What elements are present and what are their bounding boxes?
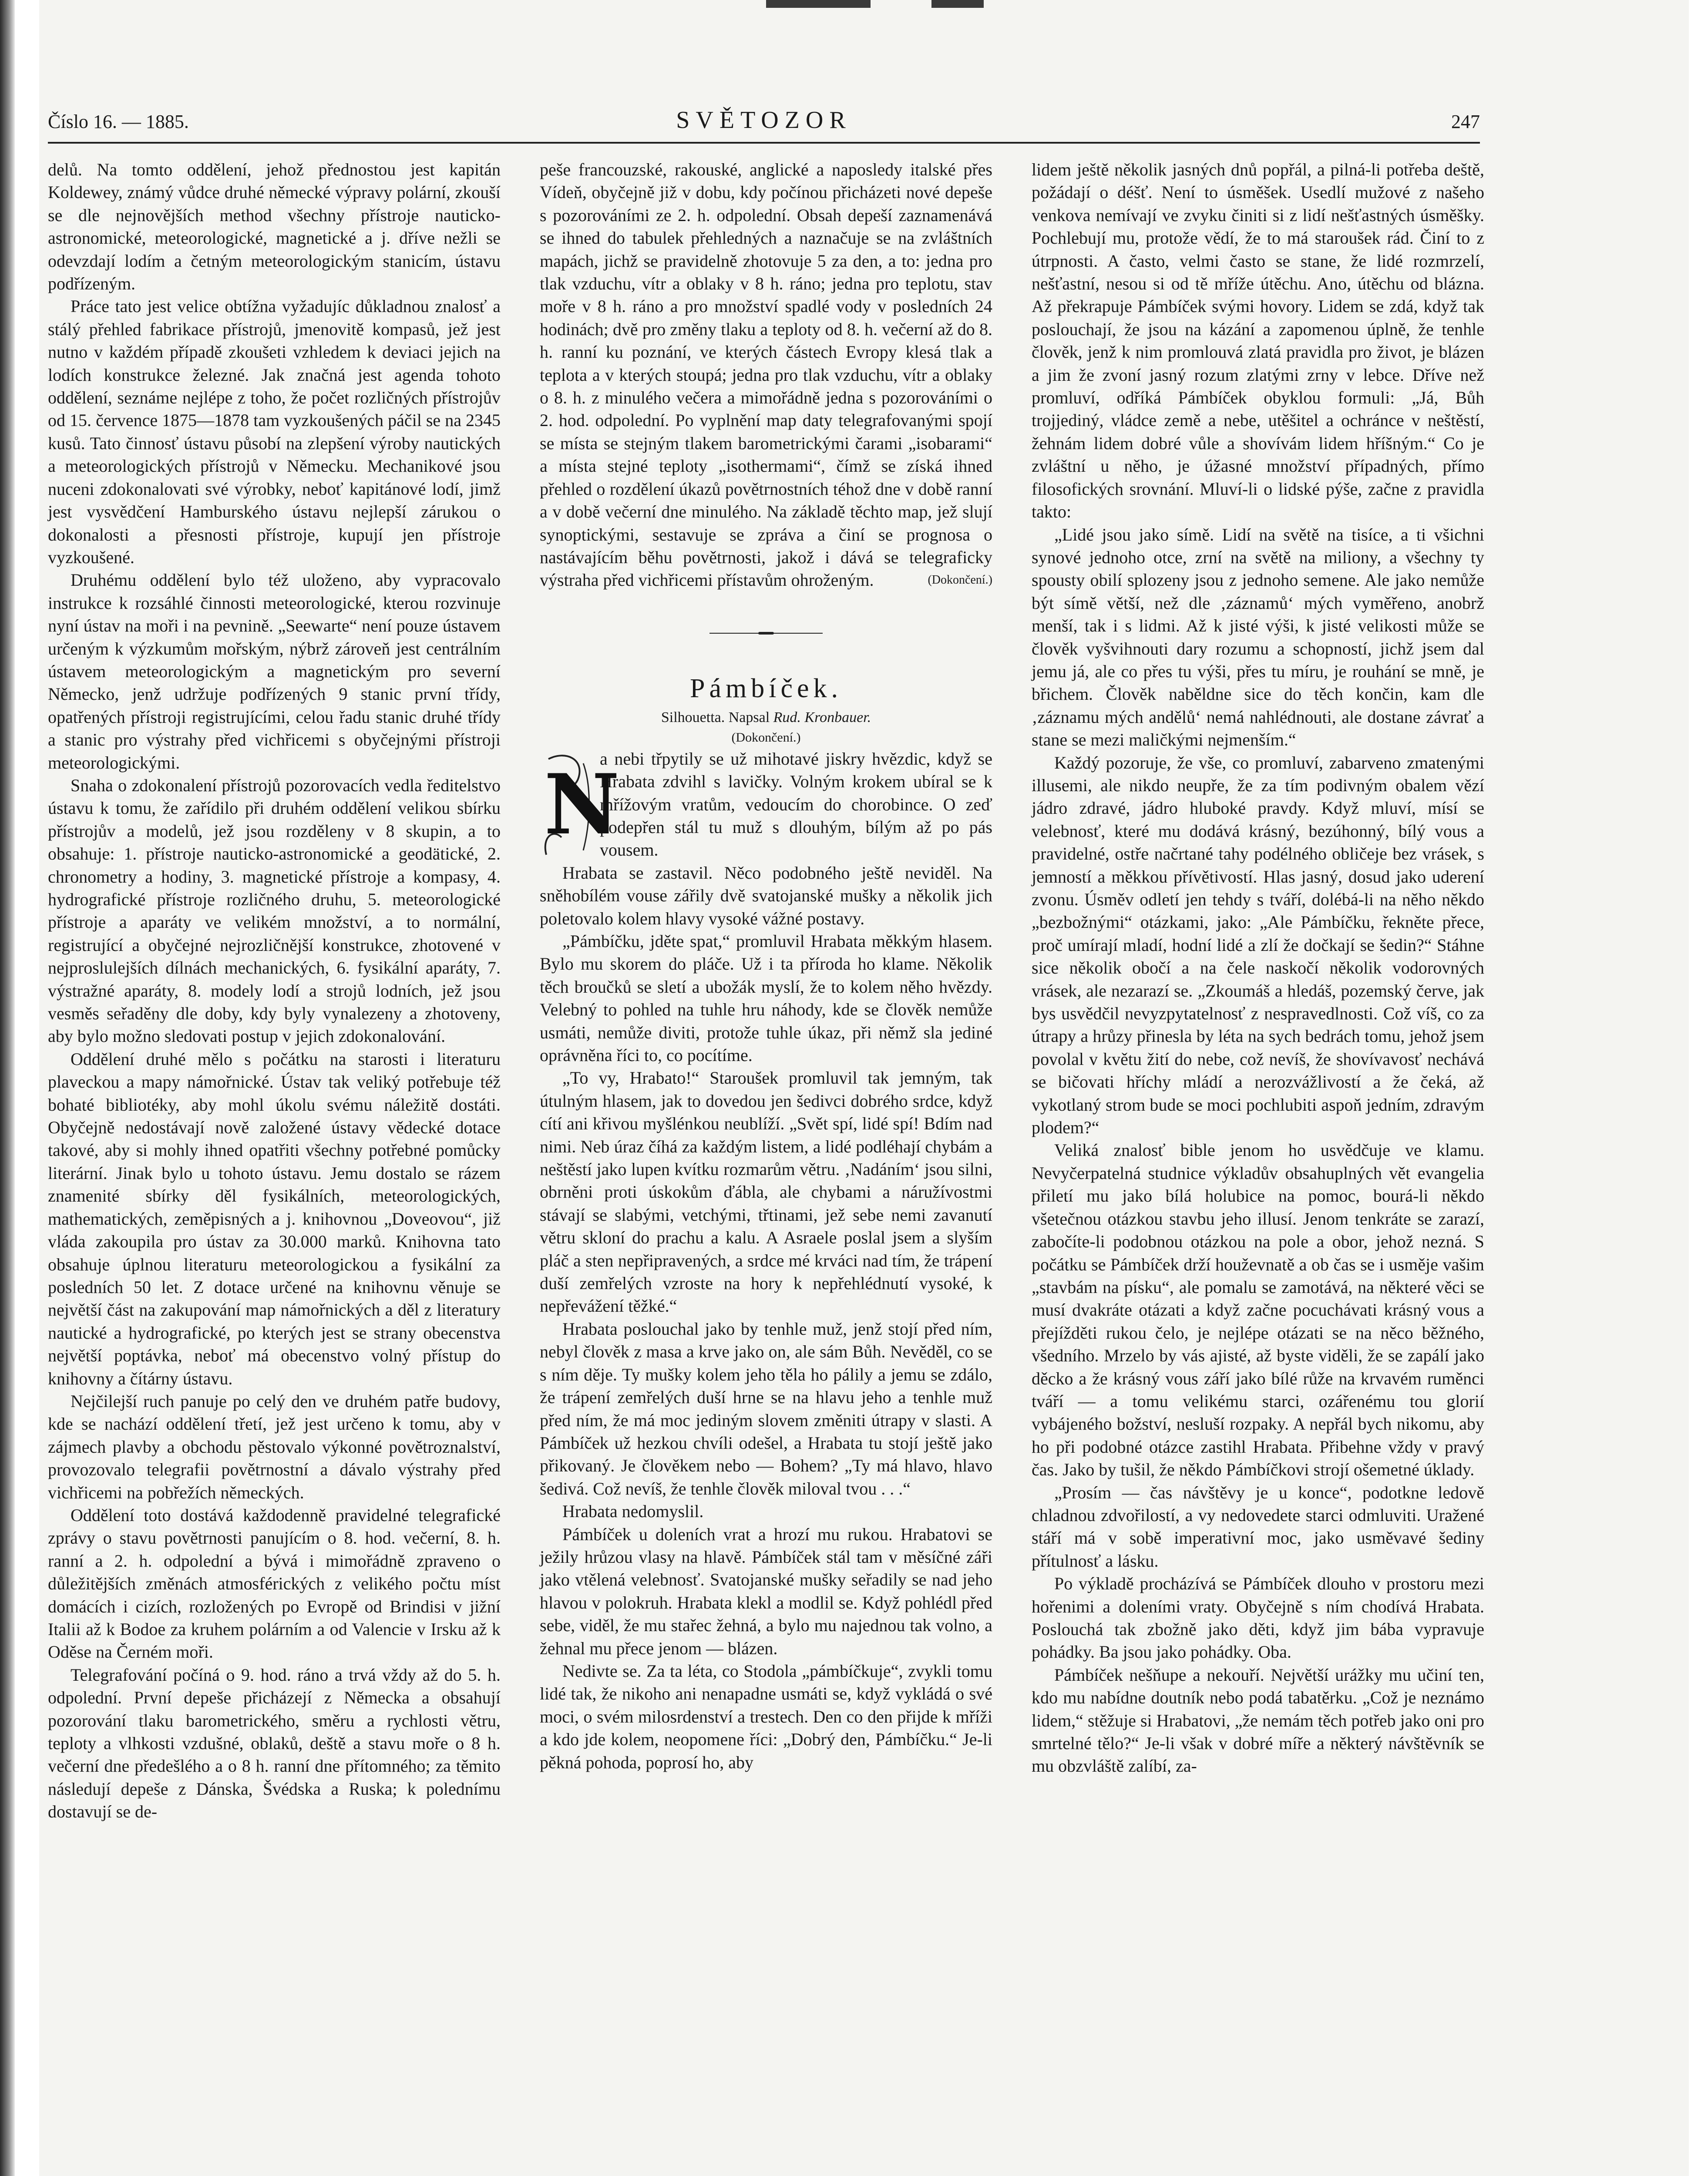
paragraph: Oddělení toto dostává každodenně pravidelné telegrafické zprávy o stavu povětrnosti panujícím o 8. hod. večerní, 8. h. ranní a 2. h. odpolední a bývá i mimořádně zpraveno o důležitějších změnách atmosférických z velikého počtu míst domácích i cizích, rozložených po Evropě od Brindisi v jižní Italii až k Bodoe za kruhem polárním a od Valencie v Irsku až k Oděse na Černém moři.: [48, 1505, 501, 1662]
paragraph: „Pámbíčku, jděte spat,“ promluvil Hrabata měkkým hlasem. Bylo mu skorem do pláče. Už i ta příroda ho klame. Několik těch broučků se sletí a ubožák myslí, že to kolem něho hvězdy. Velebný to pohled na tuhle hru náhody, kde se člověk nemůže usmáti, nemůže diviti, protože tuhle úkaz, při němž sla jediné oprávněna říci to, co pocítíme.: [540, 931, 992, 1065]
issue-label: Číslo 16. — 1885.: [48, 111, 189, 132]
story-author: Rud. Kronbauer.: [773, 709, 871, 725]
paragraph-text: peše francouzské, rakouské, anglické a naposledy italské přes Vídeň, obyčejně již v dobu, kdy počínou přicházeti nové depeše s pozorováními ze 2. h. odpolední. Obsah depeší zaznamenává se ihned do tabulek přehledných a naznačuje se na zvláštních mapách, jichž se pravidelně zhotovuje 5 za den, a to: jedna pro tlak vzduchu, vítr a oblaky v 8 h. ráno; jedna pro teplotu, stav moře v 8 h. ráno a pro množství spadlé vody v posledních 24 hodinách; dvě pro změny tlaku a teploty od 8. h. večerní až do 8. h. ranní ku poznání, ve kterých částech Evropy klesá tlak a teplota a v kterých stoupá; jedna pro tlak vzduchu, vítr a oblaky o 8. h. z minulého večera a mimořádně jedna s pozorováními o 2. hod. odpolední. Po vyplnění map daty telegrafovanými spojí se místa se stejným tlakem barometrickými čarami „isobarami“ a místa stejné teploty „isothermami“, čímž se získá ihned přehled o rozdělení úkazů povětrnostních téhož dne v době ranní a v době večerní dne minulého. Na základě těchto map, jež slují synoptickými, sestavuje se zpráva a činí se prognosa o nastávajícím běhu povětrnosti, jakož i dává se telegraficky výstraha před vichřicemi přístavům ohroženým.: [540, 160, 992, 590]
book-gutter-shadow: [0, 0, 15, 2176]
to-be-continued-note: (Dokončení.): [928, 573, 992, 587]
paragraph: Telegrafování počíná o 9. hod. ráno a trvá vždy až do 5. h. odpolední. První depeše přicházejí z Německa a obsahují pozorování tlaku barometrického, směru a rychlosti větru, teploty a vlhkosti vzdušné, oblaků, deště a stavu moře o 8 h. večerní dne předešlého a o 8 h. ranní dne přítomného; za těmito následují depeše z Dánska, Švédska a Ruska; k polednímu dostavují se de-: [48, 1665, 501, 1822]
paragraph: Práce tato jest velice obtížna vyžadujíc důkladnou znalosť a stálý přehled fabrikace přístrojů, jmenovitě kompasů, jež jest nutno v každém případě zkoušeti vzhledem k deviaci jejich na lodích konstrukce železné. Jak značná jest agenda tohoto oddělení, seznáme nejlépe z toho, že počet rozličných přístrojův od 15. července 1875—1878 tam vyzkoušených páčil se na 2345 kusů. Tato činnosť ústavu působí na zlepšení výroby nautických a meteorologických přístrojů v Německu. Mechanikové jsou nuceni zdokonalovati své výrobky, neboť kapitánové lodí, jimž jest vysvědčení Hamburského ústavu nejlepší zárukou o dokonalosti a přesnosti přístroje, kupují jen přístroje vyzkoušené.: [48, 296, 501, 567]
column-1: [48, 158, 501, 1823]
paragraph: „To vy, Hrabato!“ Staroušek promluvil tak jemným, tak útulným hlasem, jak to dovedou jen šedivci dobrého srdce, když cítí ani křivou myšlénkou neublíží. „Svět spí, lidé spí! Bdím nad nimi. Neb úraz číhá za každým listem, a lidé podléhají chybám a neštěstí jako lupen kvítku rozmarům větru. ‚Nadáním‘ jsou silni, obrněni proti úskokům ďábla, ale chybami a náružívostmi stávají se slabými, vetchými, třtinami, jež sebe nemi zavanutí větru skloní do prachu a kalu. A Asraele poslal jsem a slyším pláč a sten nepřipravených, a srdce mé krváci nad tím, že trápení duší zemřelých vzroste na hory k nepřehlédnutí vysoké, k nepřevážení těžké.“: [540, 1068, 992, 1316]
decorated-initial: [540, 750, 620, 859]
paragraph: Po výkladě procházívá se Pámbíček dlouho v prostoru mezi hořenimi a doleními vraty. Obyčejně s ním chodívá Hrabata. Poslouchá tak zbožně jako děti, když jim bába vypravuje pohádky. Ba jsou jako pohádky. Oba.: [1032, 1574, 1484, 1662]
paragraph: Nedivte se. Za ta léta, co Stodola „pámbíčkuje“, zvykli tomu lidé tak, že nikoho ani nenapadne usmáti se, když vykládá o své moci, o svém milosrdenství a trestech. Den co den přijde k mříži a kdo jde kolem, neopomene říci: „Dobrý den, Pámbíčku.“ Je-li pěkná pohoda, poprosí ho, aby: [540, 1661, 992, 1772]
paragraph: [540, 158, 992, 592]
paragraph: „Lidé jsou jako símě. Lidí na světě na tisíce, a ti všichni synové jednoho otce, zrní na světě na miliony, a všechny ty spousty obilí splozeny jsou z jednoho semene. Ale jako nemůže být símě větší, než dle ‚záznamů‘ mých vyměřeno, anobrž menší, tak i s lidmi. Až k jisté výši, k jisté velikosti může se člověk vyšvihnouti dary rozumu a schopností, jichž jsem dal jemu já, ale co přes tu výši, přes tu míru, je rouhání se mně, je břichem. Člověk naběldne sice do těch končin, kam dle ‚záznamu mých andělů‘ nemá nahlédnouti, ale dostane závrať a stane se mezi maličkými nejmenším.“: [1032, 524, 1484, 750]
paragraph: lidem ještě několik jasných dnů popřál, a pilná-li potřeba deště, požádají o déšť. Není to úsměšek. Usedlí mužové z našeho venkova nemívají ve zvyku činiti si z lidí nešťastných úsměšky. Pochlebují mu, protože vědí, že to má staroušek rád. Činí to z útrpnosti. A často, velmi často se stane, že lidé rozmrzelí, nešťastní, nesou si od tě mříže útěchu. Ano, útěchu od blázna. Až překrapuje Pámbíček svými hovory. Lidem se zdá, když tak poslouchají, že jsou na kázání a zapomenou úplně, že tenhle člověk, jenž k nim promlouvá zlatá pravidla pro život, je blázen a jim že zvoní jasný rozum zlatými zrny v lebce. Dříve než promluví, odříká Pámbíček obyklou formuli: „Já, Bůh trojjediný, vládce země a nebe, utěšitel a ochránce v neštěstí, žehnám lidem dobré vůle a shovívám lidem hříšným.“ Co je zvláštní u něho, je úžasné množství případných, přímo filosofických srovnání. Mluví-li o lidské pýše, začne z pravidla takto:: [1032, 160, 1484, 522]
paragraph: Hrabata nedomyslil.: [562, 1501, 704, 1521]
paragraph: Pámbíček u doleních vrat a hrozí mu rukou. Hrabatovi se ježily hrůzou vlasy na hlavě. Pámbíček stál tam v měsíčné záři jako vtělená velebnosť. Svatojanské mušky seřadily se nad jeho hlavou v polokruh. Hrabata klekl a modlil se. Když pohlédl před sebe, viděl, že mu stařec žehná, a bylo mu najednou tak volno, a žehnal mu přece jenom — blázen.: [540, 1524, 992, 1658]
page-header: [48, 104, 1480, 139]
top-scan-mark: [931, 0, 984, 8]
paragraph: Nejčilejší ruch panuje po celý den ve druhém patře budovy, kde se nachází oddělení třetí, jež jest určeno k tomu, aby v zájmech plavby a obchodu pěstovalo výkonné povětroznalství, provozovalo telegrafii povětrnostní a dávalo výstrahy před vichřicemi na pobřežích německých.: [48, 1391, 501, 1502]
paragraph: delů. Na tomto oddělení, jehož přednostou jest kapitán Koldewey, známý vůdce druhé německé výpravy polární, zkouší se dle nejnovějších method všechny přístroje nauticko-astronomické, meteorologické, magnetické a j. dříve nežli se odevzdají lodím a četným meteorologickým stanicím, ústavu podřízeným.: [48, 160, 501, 294]
magazine-title: SVĚTOZOR: [676, 107, 852, 134]
paragraph: Snaha o zdokonalení přístrojů pozorovacích vedla ředitelstvo ústavu k tomu, že zařídilo při druhém oddělení velikou sbírku přístrojův a modelů, jež jsou rozděleny v 8 skupin, a to obsahuje: 1. přístroje nauticko-astronomické a geodätické, 2. chronometry a hodiny, 3. magnetické přístroje a kompasy, 4. hydrografické přístroje rozličného druhu, 5. meteorologické přístroje a aparáty ve velikém množství, a to normální, registrující a obyčejné nejrozličnější konstrukce, zhotovené v nejproslulejších dílnách mechanických, 6. fysikální aparáty, 7. výstražné aparáty, 8. modely lodí a strojů lodních, jež jsou vesměs seřaděny dle doby, kdy byly vynalezeny a zhotoveny, aby bylo možno sledovati postup v jejich zdokonalování.: [48, 775, 501, 1046]
story-title: Pámbíček.: [690, 673, 842, 703]
paragraph: Oddělení druhé mělo s počátku na starosti i literaturu plaveckou a mapy námořnické. Ústav tak veliký potřebuje též bohaté bibliotéky, aby mohl úkolu svému náležitě dostáti. Obyčejně nedostávají nově založené ústavy vědecké dotace takové, aby si mohly ihned opatřiti všechny potřebné pomůcky literární. Jinak bylo u tohoto ústavu. Jemu dostalo se rázem znamenité sbírky děl fysikálních, meteorologických, mathematických, zeměpisných a j. knihovnou „Doveovou“, již vláda zakoupila pro ústav za 30.000 marků. Knihovna tato obsahuje úplnou literaturu meteorologickou a fysikální za posledních 50 let. Z dotace určené na knihovnu věnuje se největší část na zakupování map námořnických a děl z literatury nautické a hydrografické, po kterých jest se strany obecenstva největší poptávka, neboť má obecenstvo volný přístup do knihovny a čítárny ústavu.: [48, 1049, 501, 1388]
paragraph: „Prosím — čas návštěvy je u konce“, podotkne ledově chladnou zdvořilostí, a vy nedovedete starci odmluviti. Uražené stáří má v sobě imperativní moc, jako usměvavé šediny přítulnosť a lásku.: [1032, 1482, 1484, 1571]
section-divider: [709, 632, 823, 635]
header-rule: [48, 142, 1480, 144]
paragraph-text: a nebi třpytily se už mihotavé jiskry hvězdic, když se Hrabata zdvihl s lavičky. Volným krokem ubíral se k mřížovým vratům, vedoucím do chorobince. O zeď podepřen stál tu muž s dlouhým, bílým až po pás vousem.: [600, 749, 992, 860]
column-3: [1032, 158, 1484, 1778]
column-2: [540, 158, 992, 1774]
paragraph: Druhému oddělení bylo též uloženo, aby vypracovalo instrukce k rozsáhlé činnosti meteorologické, kterou rozvinuje nyní ústav na moři i na pevnině. „Seewarte“ není pouze ústavem určeným k výzkumům mořským, nýbrž zároveň jest centrálním ústavem meteorologickým a magnetickým pro severní Německo, jenž udržuje podřízených 9 stanic první třídy, opatřených přístroji registrujícími, celou řadu stanic druhé třídy a stanic pro výstrahy před vichřicemi s obyčejnými přístroji meteorologickými.: [48, 570, 501, 772]
dropcap-letter: N: [544, 756, 620, 853]
paragraph: Hrabata se zastavil. Něco podobného ještě neviděl. Na sněhobílém vouse zářily dvě svatojanské mušky a několik jich poletovalo kolem hlavy vysoké vážné postavy.: [540, 863, 992, 928]
paragraph: Každý pozoruje, že vše, co promluví, zabarveno zmatenými illusemi, ale nikdo neupře, že za tím podivným obalem vězí jádro zdravé, jádro hluboké pravdy. Když mluví, mísí se velebnosť, které mu dodává krásný, bezúhonný, bílý vous a pravidelné, ostře načrtané tahy podélného obličeje bez vrásek, s jemností a měkkou přívětivostí. Hlas jasný, dosud jako uderení zvonu. Úsměv odletí jen tehdy s tváří, dolébá-li na něho někdo „bezbožnými“ otázkami, jako: „Ale Pámbíčku, řekněte přece, proč umírají mladí, hodní lidé a zlí že dočkají se šedin?“ Stáhne sice několik obočí a na čele naskočí několik vodorovných vrásek, ale nezarazí se. „Zkoumáš a hledáš, pozemský červe, jak bys usvědčil nevyzpytatelnosť z nespravedlnosti. Což víš, co za útrapy a hrůzy přinesla by léta na sych bedrách tomu, jehož jsem povolal v květu žití do nebe, což nevíš, že shovívavosť nechává se bičovati hříchy mládí a nerozvážlivostí a že čeká, až vykotlaný strom bude se moci pochlubiti aspoň jedním, zdravým plodem?“: [1032, 752, 1484, 1138]
story-subtitle-text: Silhouetta. Napsal: [661, 709, 770, 725]
page-number: 247: [1451, 111, 1480, 132]
top-scan-mark: [766, 0, 871, 8]
paragraph: Veliká znalosť bible jenom ho usvědčuje ve klamu. Nevyčerpatelná studnice výkladův obsahuplných vět evangelia přiletí mu jako bílá holubice na pomoc, bourá-li někdo všetečnou otázkou stavbu jeho illusí. Jenom tenkráte se zarazí, zabočíte-li podobnou otázkou na pole a obor, jehož nezná. S počátku se Pámbíček drží houževnatě a ob čas se i usměje vašim „stavbám na písku“, ale pomalu se zamotává, na některé věci se musí dvakráte otázati a když začne pocuchávati krásný vous a přejížděti rukou čelo, je nejlépe otázati se na něco běžného, všedního. Mrzelo by vás ajisté, až byste viděli, že se zapálí jako děcko a že krásný vous září jako bílé růže na krvavém ruměnci tváří — a tomu velikému starci, ozářenému tou glorií vybájeného božství, nesluší rozpaky. A nepřál bych nikomu, aby ho při podobné otázce zastihl Hrabata. Přibehne vždy v pravý čas. Jako by tušil, že někdo Pámbíčkovi strojí ošemetné úklady.: [1032, 1140, 1484, 1480]
story-conclusion-label: (Dokončení.): [731, 730, 801, 745]
paragraph: Hrabata poslouchal jako by tenhle muž, jenž stojí před ním, nebyl člověk z masa a krve jako on, ale sám Bůh. Nevěděl, co se s ním děje. Ty mušky kolem jeho těla ho pálily a jemu se zdálo, že trápení zemřelých duší hrne se na hlavu jeho a tenhle muž před ním, že má moc jediným slovem změniti útrapy v slasti. A Pámbíček už hezkou chvíli odešel, a Hrabata tu stojí ještě jako přikovaný. Je člověkem nebo — Bohem? „Ty má hlavo, hlavo šedivá. Což nevíš, že tenhle člověk miloval tvou . . .“: [540, 1319, 992, 1498]
paragraph: [540, 748, 992, 862]
story-subtitle: [540, 708, 992, 728]
paragraph: Pámbíček nešňupe a nekouří. Největší urážky mu učiní ten, kdo mu nabídne doutník nebo podá tabatěrku. „Což je neznámo lidem,“ stěžuje si Hrabatovi, „že nemám těch potřeb jako oni pro smrtelné tělo?“ Je-li však v dobré míře a některý návštěvník se mu obzvláště zalíbí, za-: [1032, 1665, 1484, 1776]
